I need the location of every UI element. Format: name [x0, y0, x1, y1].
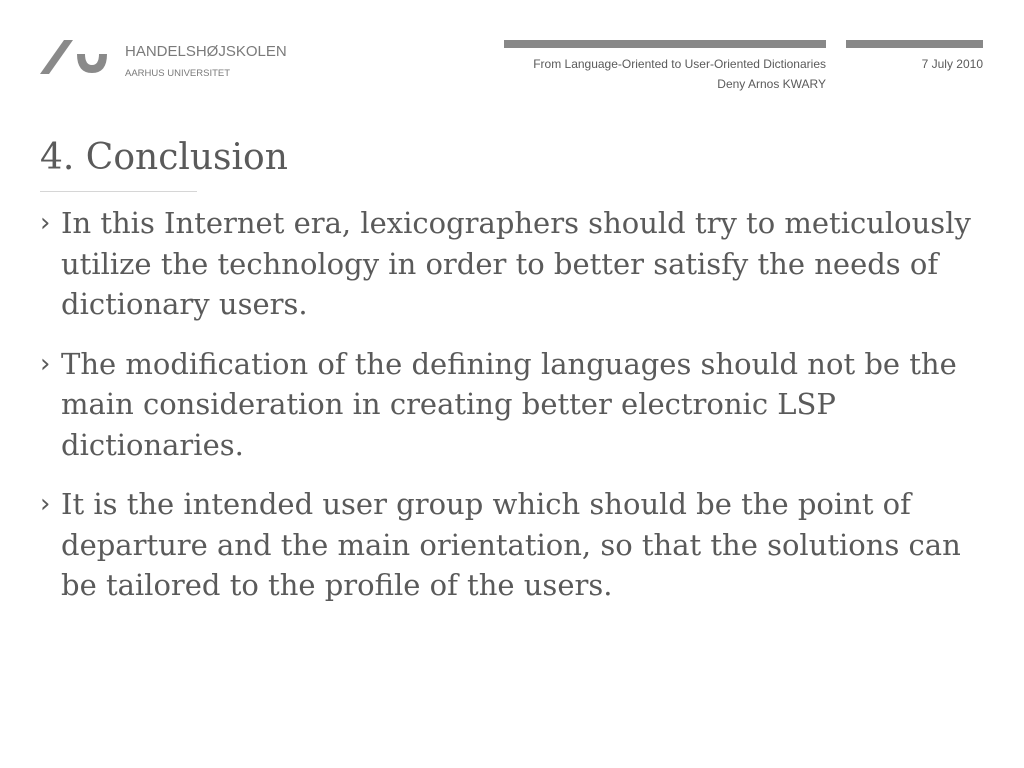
presentation-title: From Language-Oriented to User-Oriented Dictionaries — [533, 57, 826, 71]
header-bar-right — [846, 40, 983, 48]
presentation-date: 7 July 2010 — [921, 57, 983, 71]
bullet-text: In this Internet era, lexicographers should try to meticulously utilize the technology in order to better satisfy the needs of dictionary users. — [61, 206, 971, 321]
header-bar-left — [504, 40, 826, 48]
logo-name: HANDELSHØJSKOLEN — [125, 43, 287, 60]
aarhus-university-logo-icon — [40, 40, 108, 74]
author-name: Deny Arnos KWARY — [717, 77, 826, 91]
bullet-list — [40, 203, 1000, 625]
bullet-item — [40, 344, 1000, 466]
bullet-item — [40, 484, 1000, 606]
logo — [40, 38, 300, 88]
bullet-item — [40, 203, 1000, 325]
bullet-text: The modification of the defining languages should not be the main consideration in creating better electronic LSP dictionaries. — [61, 346, 957, 462]
slide-title: 4. Conclusion — [40, 137, 288, 178]
title-underline — [40, 191, 197, 192]
bullet-chevron-icon: › — [40, 208, 51, 238]
bullet-text: It is the intended user group which should be the point of departure and the main orientation, so that the solutions can be tailored to the profile of the users. — [61, 487, 961, 602]
bullet-chevron-icon: › — [40, 348, 51, 379]
bullet-chevron-icon: › — [40, 489, 51, 519]
logo-subtitle: AARHUS UNIVERSITET — [125, 68, 231, 79]
